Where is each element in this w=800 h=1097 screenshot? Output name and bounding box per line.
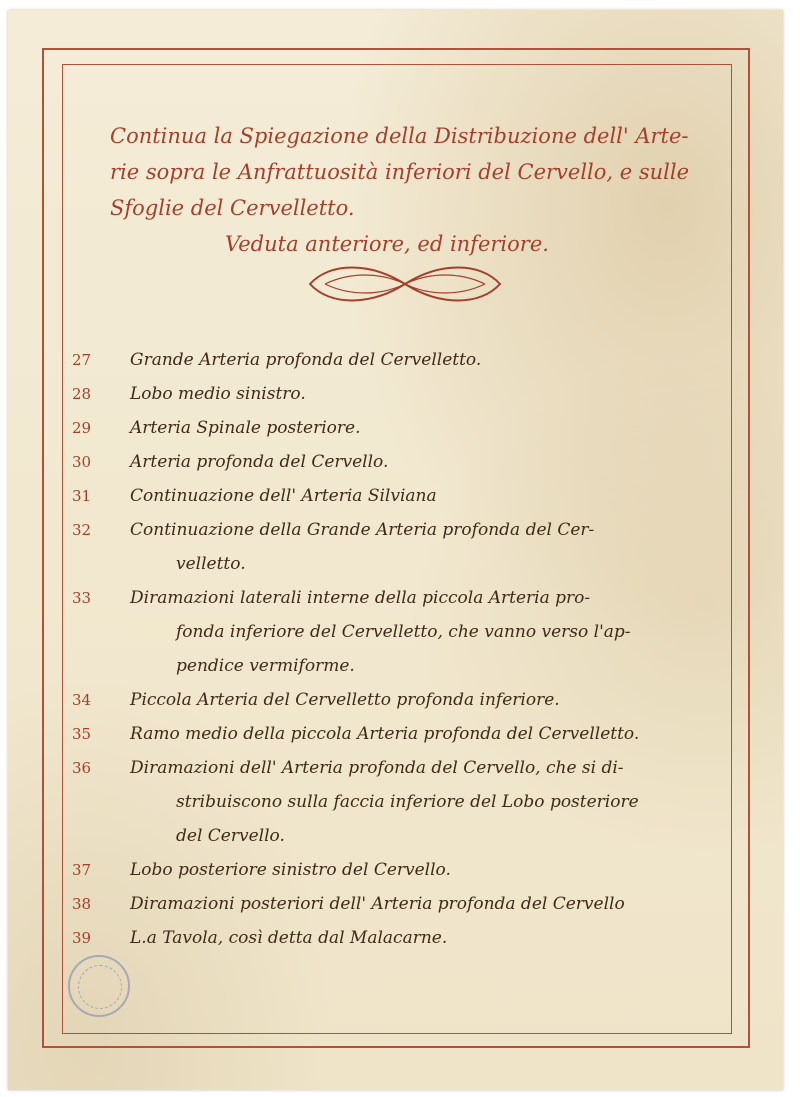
- entry-text-line: Ramo medio della piccola Arteria profonda del Cervelletto.: [130, 724, 640, 744]
- entry-text-line: del Cervello.: [176, 826, 285, 846]
- subtitle-line: Veduta anteriore, ed inferiore.: [225, 232, 549, 256]
- legend-entry: [66, 921, 716, 955]
- entry-number: 32: [72, 521, 92, 539]
- entry-text: [130, 343, 716, 377]
- entry-text-line: Diramazioni dell' Arteria profonda del Cervello, che si di-: [130, 758, 624, 778]
- entry-text-line: fonda inferiore del Cervelletto, che vanno verso l'ap-: [176, 622, 631, 642]
- entry-text-line: Grande Arteria profonda del Cervelletto.: [130, 350, 482, 370]
- title-line: Sfoglie del Cervelletto.: [110, 196, 355, 220]
- entry-text: [130, 377, 716, 411]
- entry-number: 39: [72, 929, 92, 947]
- legend-entry: [66, 717, 716, 751]
- entry-text: [130, 411, 716, 445]
- page-title: [110, 118, 730, 262]
- entry-number: 29: [72, 419, 92, 437]
- entry-number: 28: [72, 385, 92, 403]
- entry-number: 31: [72, 487, 92, 505]
- entry-number: 33: [72, 589, 92, 607]
- legend-entry: [66, 343, 716, 377]
- entry-text-line: L.a Tavola, così detta dal Malacarne.: [130, 928, 448, 948]
- entry-text-line: Arteria profonda del Cervello.: [130, 452, 389, 472]
- entry-text-line: Piccola Arteria del Cervelletto profonda inferiore.: [130, 690, 560, 710]
- legend-list: [66, 343, 716, 955]
- entry-text-line: Diramazioni posteriori dell' Arteria profonda del Cervello: [130, 894, 625, 914]
- entry-number: 34: [72, 691, 92, 709]
- entry-text-line: Arteria Spinale posteriore.: [130, 418, 361, 438]
- entry-text: [130, 853, 716, 887]
- entry-text: [130, 751, 716, 853]
- entry-text-line: Lobo posteriore sinistro del Cervello.: [130, 860, 451, 880]
- entry-number: 35: [72, 725, 92, 743]
- entry-text: [130, 683, 716, 717]
- entry-text-line: stribuiscono sulla faccia inferiore del Lobo posteriore: [176, 792, 639, 812]
- entry-text: [130, 513, 716, 581]
- entry-number: 30: [72, 453, 92, 471]
- legend-entry: [66, 683, 716, 717]
- entry-text: [130, 717, 716, 751]
- entry-text-line: Lobo medio sinistro.: [130, 384, 306, 404]
- entry-text: [130, 581, 716, 683]
- entry-number: 38: [72, 895, 92, 913]
- title-line: Continua la Spiegazione della Distribuzione dell' Arte-: [110, 124, 689, 148]
- library-stamp-icon: [68, 955, 130, 1017]
- legend-entry: [66, 377, 716, 411]
- entry-text: [130, 479, 716, 513]
- legend-entry: [66, 445, 716, 479]
- legend-entry: [66, 887, 716, 921]
- entry-text: [130, 887, 716, 921]
- legend-entry: [66, 411, 716, 445]
- entry-number: 37: [72, 861, 92, 879]
- legend-entry: [66, 751, 716, 853]
- calligraphic-flourish-icon: [300, 258, 510, 310]
- entry-text-line: Diramazioni laterali interne della piccola Arteria pro-: [130, 588, 591, 608]
- entry-text: [130, 445, 716, 479]
- title-line: rie sopra le Anfrattuosità inferiori del Cervello, e sulle: [110, 160, 690, 184]
- entry-number: 36: [72, 759, 92, 777]
- entry-text-line: velletto.: [176, 554, 246, 574]
- entry-number: 27: [72, 351, 92, 369]
- entry-text: [130, 921, 716, 955]
- legend-entry: [66, 853, 716, 887]
- entry-text-line: Continuazione della Grande Arteria profonda del Cer-: [130, 520, 595, 540]
- entry-text-line: pendice vermiforme.: [176, 656, 355, 676]
- legend-entry: [66, 513, 716, 581]
- legend-entry: [66, 479, 716, 513]
- legend-entry: [66, 581, 716, 683]
- entry-text-line: Continuazione dell' Arteria Silviana: [130, 486, 437, 506]
